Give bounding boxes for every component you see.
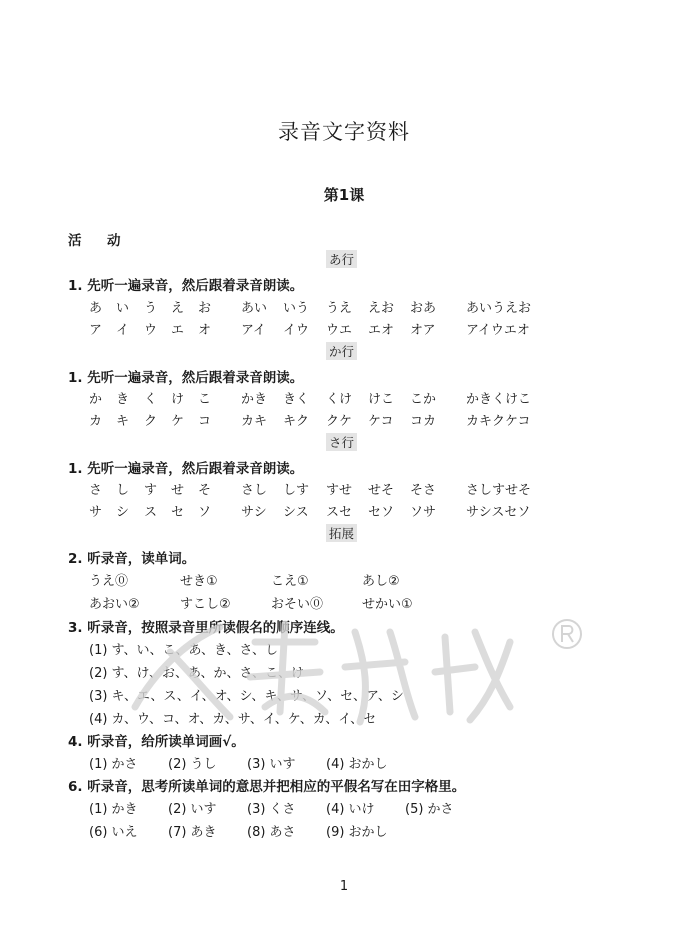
- lesson-heading: 第1课: [323, 186, 365, 204]
- word-item: (3) くさ: [247, 802, 296, 817]
- kana-cell: ク: [144, 414, 158, 429]
- kana-cell: ス: [144, 505, 158, 520]
- group-instruction-a: 1. 先听一遍录音，然后跟着录音朗读。: [68, 278, 304, 294]
- kana-cell: お: [198, 301, 212, 316]
- word-item: (2) いす: [168, 802, 217, 817]
- q3-instruction: 3. 听录音，按照录音里所读假名的顺序连线。: [68, 620, 344, 636]
- group-instruction-ka: 1. 先听一遍录音，然后跟着录音朗读。: [68, 370, 304, 386]
- word-item: あし②: [362, 574, 400, 589]
- page-title: 录音文字资料: [278, 120, 410, 144]
- kana-cell: ウエ: [326, 323, 353, 338]
- kana-cell: さ: [89, 483, 103, 498]
- word-item: うえ⓪: [89, 574, 129, 589]
- q3-line: (1) す、い、こ、あ、き、さ、し: [89, 643, 278, 658]
- kana-cell: おあ: [410, 301, 437, 316]
- kana-cell: コ: [198, 414, 212, 429]
- kana-cell: カ: [89, 414, 103, 429]
- option-item: (2) うし: [168, 757, 217, 772]
- word-item: せかい①: [362, 597, 413, 612]
- kana-cell: キク: [283, 414, 310, 429]
- word-item: (7) あき: [168, 825, 217, 840]
- kana-cell: セ: [171, 505, 185, 520]
- kana-cell: サシスセソ: [466, 505, 531, 520]
- section-heading: 活 动: [68, 233, 127, 249]
- kana-cell: かき: [241, 392, 268, 407]
- kana-cell: アイウエオ: [466, 323, 530, 338]
- kana-cell: き: [116, 392, 130, 407]
- kana-cell: ケ: [171, 414, 185, 429]
- kana-cell: せそ: [368, 483, 395, 498]
- kana-cell: くけ: [326, 392, 353, 407]
- q2-instruction: 2. 听录音，读单词。: [68, 551, 196, 567]
- word-item: こえ①: [271, 574, 309, 589]
- kana-cell: ソ: [198, 505, 212, 520]
- kana-cell: アイ: [241, 323, 266, 338]
- kana-cell: スセ: [326, 505, 353, 520]
- kana-cell: イウ: [283, 323, 310, 338]
- q6-instruction: 6. 听录音，思考所读单词的意思并把相应的平假名写在田字格里。: [68, 779, 466, 795]
- kana-cell: あい: [241, 301, 268, 316]
- kana-cell: こ: [198, 392, 212, 407]
- kana-cell: ア: [89, 323, 103, 338]
- kana-cell: カキ: [241, 414, 268, 429]
- q3-line: (4) カ、ウ、コ、オ、カ、サ、イ、ケ、カ、イ、セ: [89, 712, 377, 727]
- kana-cell: い: [116, 301, 130, 316]
- kana-cell: サ: [89, 505, 103, 520]
- kana-cell: シス: [283, 505, 309, 520]
- word-item: (1) かき: [89, 802, 138, 817]
- kana-cell: ソサ: [410, 505, 437, 520]
- kana-cell: く: [144, 392, 158, 407]
- option-item: (3) いす: [247, 757, 296, 772]
- kana-cell: オア: [410, 323, 436, 338]
- kana-cell: けこ: [368, 392, 395, 407]
- kana-cell: そさ: [410, 483, 437, 498]
- kana-cell: う: [144, 301, 158, 316]
- kana-cell: ウ: [144, 323, 158, 338]
- group-tag-sa: さ行: [326, 433, 357, 451]
- kana-cell: かきくけこ: [466, 392, 532, 407]
- q3-line: (2) す、け、お、あ、か、さ、こ、け: [89, 666, 304, 681]
- kana-cell: あ: [89, 301, 103, 316]
- kana-cell: いう: [283, 301, 310, 316]
- kana-cell: す: [144, 483, 158, 498]
- kana-cell: すせ: [326, 483, 353, 498]
- kana-cell: えお: [368, 301, 395, 316]
- extension-tag: 拓展: [326, 524, 357, 542]
- group-tag-a: あ行: [326, 250, 357, 268]
- kana-cell: し: [116, 483, 130, 498]
- kana-cell: せ: [171, 483, 185, 498]
- kana-cell: エ: [171, 323, 185, 338]
- kana-cell: か: [89, 392, 103, 407]
- kana-cell: コカ: [410, 414, 437, 429]
- kana-cell: エオ: [368, 323, 395, 338]
- q3-line: (3) キ、エ、ス、イ、オ、シ、キ、サ、ソ、セ、ア、シ: [89, 689, 404, 704]
- word-item: (6) いえ: [89, 825, 138, 840]
- page-number: 1: [339, 879, 349, 894]
- kana-cell: こか: [410, 392, 437, 407]
- kana-cell: キ: [116, 414, 130, 429]
- option-item: (1) かさ: [89, 757, 138, 772]
- kana-cell: さし: [241, 483, 268, 498]
- word-item: (8) あさ: [247, 825, 296, 840]
- kana-cell: け: [171, 392, 185, 407]
- q4-instruction: 4. 听录音，给所读单词画√。: [68, 734, 245, 750]
- word-item: あおい②: [89, 597, 140, 612]
- option-item: (4) おかし: [326, 757, 388, 772]
- kana-cell: え: [171, 301, 185, 316]
- kana-cell: そ: [198, 483, 212, 498]
- group-tag-ka: か行: [326, 342, 357, 360]
- word-item: (5) かさ: [405, 802, 454, 817]
- word-item: (4) いけ: [326, 802, 375, 817]
- kana-cell: カキクケコ: [466, 414, 531, 429]
- kana-cell: クケ: [326, 414, 353, 429]
- kana-cell: しす: [283, 483, 310, 498]
- word-item: せき①: [180, 574, 218, 589]
- kana-cell: ケコ: [368, 414, 394, 429]
- kana-cell: きく: [283, 392, 310, 407]
- kana-cell: さしすせそ: [466, 483, 532, 498]
- word-item: すこし②: [180, 597, 231, 612]
- word-item: おそい⓪: [271, 597, 324, 612]
- kana-cell: うえ: [326, 301, 353, 316]
- group-instruction-sa: 1. 先听一遍录音，然后跟着录音朗读。: [68, 461, 304, 477]
- kana-cell: あいうえお: [466, 301, 532, 316]
- kana-cell: オ: [198, 323, 212, 338]
- word-item: (9) おかし: [326, 825, 388, 840]
- kana-cell: サシ: [241, 505, 267, 520]
- kana-cell: シ: [116, 505, 130, 520]
- kana-cell: イ: [116, 323, 130, 338]
- kana-cell: セソ: [368, 505, 395, 520]
